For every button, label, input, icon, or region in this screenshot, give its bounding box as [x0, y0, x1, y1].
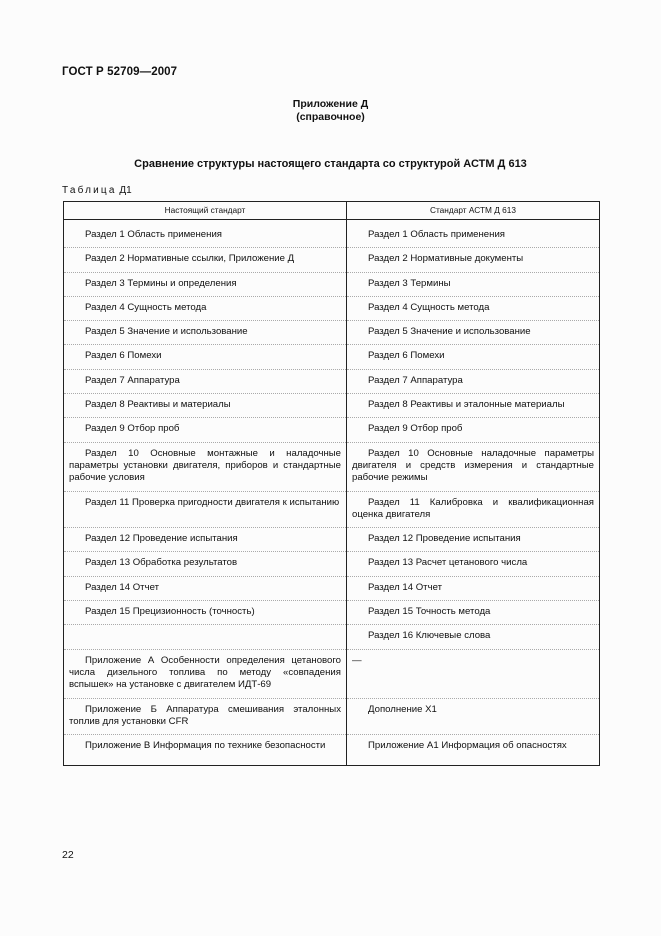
- cell-this-standard: Приложение В Информация по технике безопасности: [64, 735, 347, 766]
- cell-this-standard: Раздел 2 Нормативные ссылки, Приложение Д: [64, 248, 347, 272]
- cell-astm-standard: Раздел 7 Аппаратура: [347, 369, 600, 393]
- cell-this-standard: Раздел 10 Основные монтажные и наладочные параметры установки двигателя, приборов и стандартные рабочие условия: [64, 442, 347, 491]
- table-row: [64, 625, 600, 649]
- cell-astm-standard: Раздел 2 Нормативные документы: [347, 248, 600, 272]
- cell-astm-standard: —: [347, 649, 600, 698]
- table-header-row: [64, 202, 600, 220]
- table-row: [64, 394, 600, 418]
- cell-this-standard: Раздел 6 Помехи: [64, 345, 347, 369]
- cell-this-standard: Приложение А Особенности определения цетанового числа дизельного топлива по методу «совпадения вспышек» на установке с двигателем ИДТ-69: [64, 649, 347, 698]
- cell-this-standard: Раздел 1 Область применения: [64, 220, 347, 248]
- table-label-number: Д1: [116, 185, 132, 196]
- page-number: 22: [62, 849, 74, 861]
- cell-astm-standard: Раздел 8 Реактивы и эталонные материалы: [347, 394, 600, 418]
- column-header-astm-standard: Стандарт АСТМ Д 613: [347, 202, 600, 220]
- cell-astm-standard: Раздел 15 Точность метода: [347, 601, 600, 625]
- cell-this-standard: Раздел 13 Обработка результатов: [64, 552, 347, 576]
- appendix-title: Приложение Д: [292, 98, 369, 110]
- table-row: [64, 528, 600, 552]
- cell-this-standard: Раздел 9 Отбор проб: [64, 418, 347, 442]
- cell-astm-standard: Раздел 16 Ключевые слова: [347, 625, 600, 649]
- cell-astm-standard: Раздел 14 Отчет: [347, 576, 600, 600]
- cell-astm-standard: Раздел 5 Значение и использование: [347, 321, 600, 345]
- cell-astm-standard: Раздел 11 Калибровка и квалификационная оценка двигателя: [347, 491, 600, 528]
- cell-this-standard: Раздел 11 Проверка пригодности двигателя к испытанию: [64, 491, 347, 528]
- appendix-type: (справочное): [296, 111, 365, 123]
- table-row: [64, 491, 600, 528]
- cell-this-standard: Раздел 8 Реактивы и материалы: [64, 394, 347, 418]
- cell-this-standard: Раздел 4 Сущность метода: [64, 296, 347, 320]
- column-header-this-standard: Настоящий стандарт: [64, 202, 347, 220]
- table-row: [64, 735, 600, 766]
- cell-this-standard: Раздел 12 Проведение испытания: [64, 528, 347, 552]
- document-id: ГОСТ Р 52709—2007: [62, 66, 178, 78]
- table-row: [64, 369, 600, 393]
- cell-astm-standard: Раздел 13 Расчет цетанового числа: [347, 552, 600, 576]
- table-row: [64, 698, 600, 735]
- cell-this-standard: Раздел 15 Прецизионность (точность): [64, 601, 347, 625]
- table-label: [62, 185, 132, 196]
- table-row: [64, 442, 600, 491]
- cell-this-standard: Приложение Б Аппаратура смешивания эталонных топлив для установки CFR: [64, 698, 347, 735]
- table-row: [64, 220, 600, 248]
- table-row: [64, 248, 600, 272]
- comparison-table: [63, 201, 600, 766]
- cell-astm-standard: Раздел 12 Проведение испытания: [347, 528, 600, 552]
- cell-astm-standard: Раздел 9 Отбор проб: [347, 418, 600, 442]
- cell-astm-standard: Дополнение X1: [347, 698, 600, 735]
- table-row: [64, 272, 600, 296]
- cell-astm-standard: Раздел 6 Помехи: [347, 345, 600, 369]
- cell-astm-standard: Раздел 1 Область применения: [347, 220, 600, 248]
- table-row: [64, 649, 600, 698]
- cell-this-standard: Раздел 7 Аппаратура: [64, 369, 347, 393]
- cell-this-standard: Раздел 3 Термины и определения: [64, 272, 347, 296]
- cell-this-standard: Раздел 5 Значение и использование: [64, 321, 347, 345]
- cell-astm-standard: Раздел 4 Сущность метода: [347, 296, 600, 320]
- table-row: [64, 576, 600, 600]
- table-row: [64, 552, 600, 576]
- cell-astm-standard: Приложение А1 Информация об опасностях: [347, 735, 600, 766]
- section-heading: Сравнение структуры настоящего стандарта со структурой АСТМ Д 613: [134, 158, 527, 170]
- cell-this-standard: [64, 625, 347, 649]
- cell-astm-standard: Раздел 10 Основные наладочные параметры двигателя и средств измерения и стандартные рабочие режимы: [347, 442, 600, 491]
- cell-this-standard: Раздел 14 Отчет: [64, 576, 347, 600]
- table-row: [64, 418, 600, 442]
- cell-astm-standard: Раздел 3 Термины: [347, 272, 600, 296]
- table-row: [64, 296, 600, 320]
- table-row: [64, 345, 600, 369]
- table-label-prefix: Таблица: [62, 185, 117, 196]
- table-row: [64, 601, 600, 625]
- table-row: [64, 321, 600, 345]
